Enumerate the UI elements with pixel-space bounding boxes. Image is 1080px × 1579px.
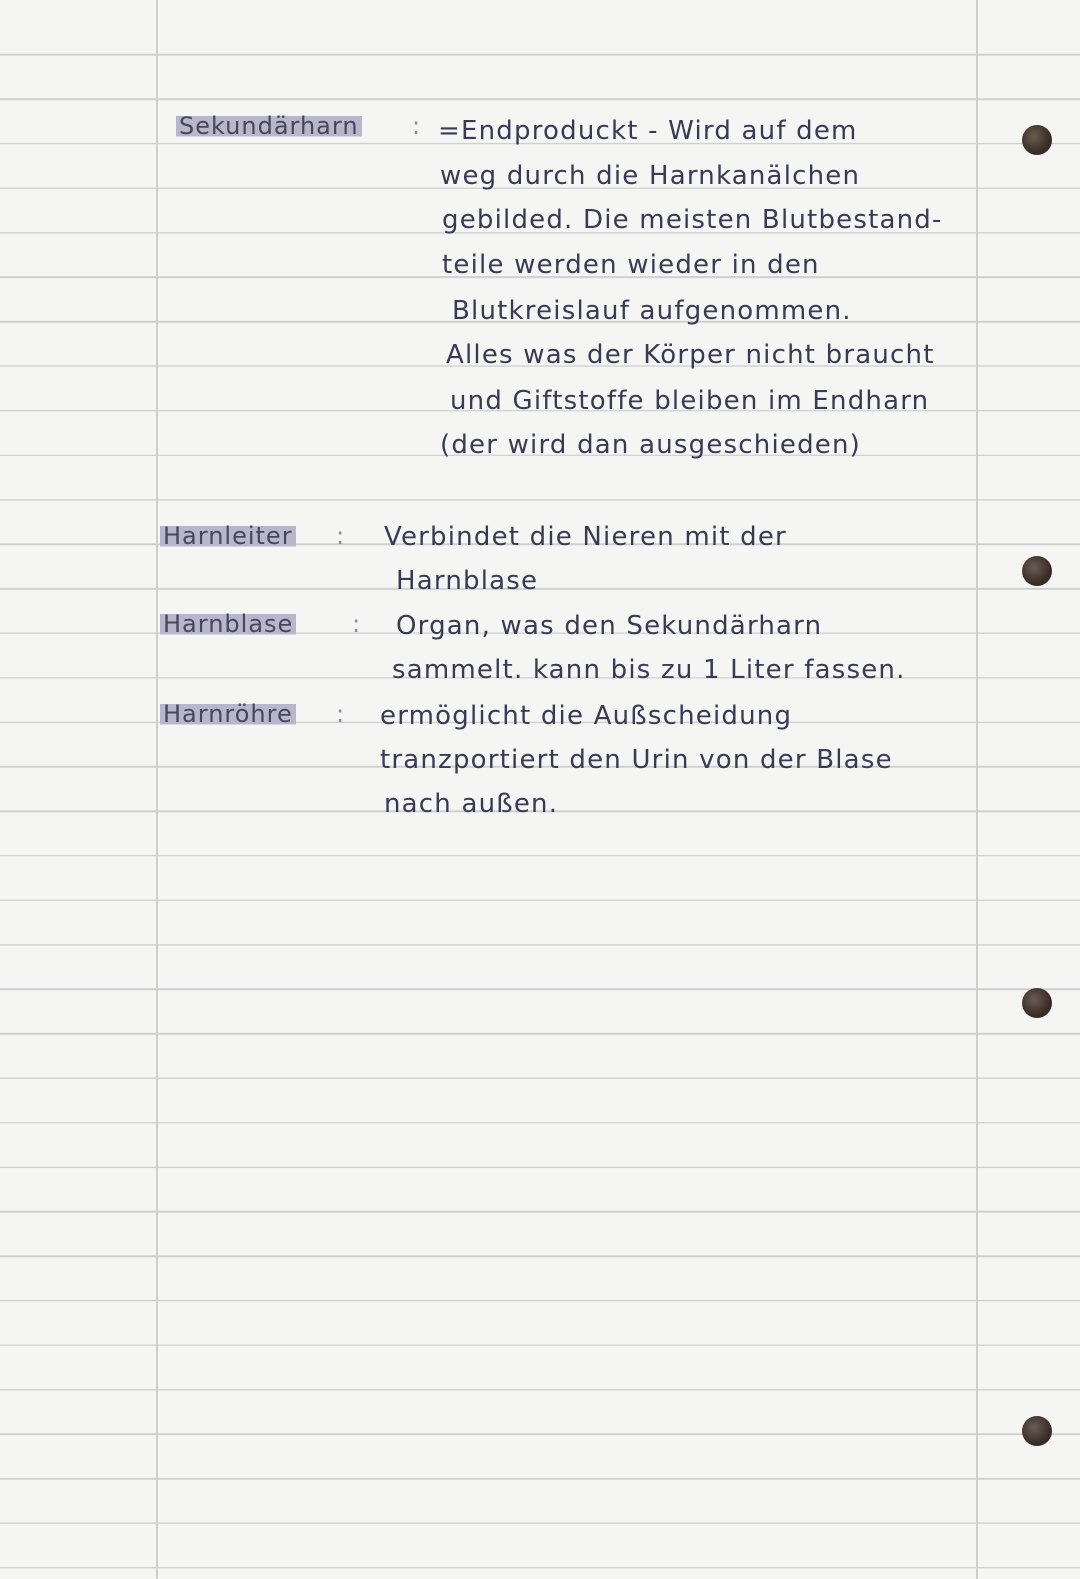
- term-separator: :: [412, 112, 421, 140]
- definition-line: ermöglicht die Außscheidung: [380, 701, 793, 731]
- punch-hole: [1022, 1416, 1052, 1446]
- definition-line: tranzportiert den Urin von der Blase: [380, 745, 893, 775]
- definition-line: sammelt. kann bis zu 1 Liter fassen.: [392, 655, 906, 685]
- term-highlight: Harnröhre: [160, 700, 296, 728]
- definition-line: (der wird dan ausgeschieden): [440, 430, 861, 460]
- punch-hole: [1022, 125, 1052, 155]
- definition-line: Alles was der Körper nicht braucht: [446, 340, 935, 370]
- punch-hole: [1022, 556, 1052, 586]
- definition-line: Harnblase: [396, 566, 539, 596]
- term-separator: :: [336, 700, 345, 728]
- term-highlight: Harnblase: [160, 610, 296, 638]
- definition-line: weg durch die Harnkanälchen: [440, 161, 861, 191]
- definition-line: teile werden wieder in den: [442, 250, 820, 280]
- definition-line: gebilded. Die meisten Blutbestand-: [442, 205, 943, 235]
- definition-line: und Giftstoffe bleiben im Endharn: [450, 386, 930, 416]
- term-highlight: Harnleiter: [160, 522, 296, 550]
- definition-line: =Endproduckt - Wird auf dem: [438, 116, 858, 146]
- punch-hole: [1022, 988, 1052, 1018]
- term-separator: :: [352, 610, 361, 638]
- definition-line: nach außen.: [384, 789, 559, 819]
- definition-line: Blutkreislauf aufgenommen.: [452, 296, 852, 326]
- definition-line: Verbindet die Nieren mit der: [384, 522, 787, 552]
- definition-line: Organ, was den Sekundärharn: [396, 611, 823, 641]
- left-margin-line: [156, 0, 158, 1579]
- right-margin-line: [976, 0, 978, 1579]
- term-separator: :: [336, 522, 345, 550]
- term-highlight: Sekundärharn: [176, 112, 362, 140]
